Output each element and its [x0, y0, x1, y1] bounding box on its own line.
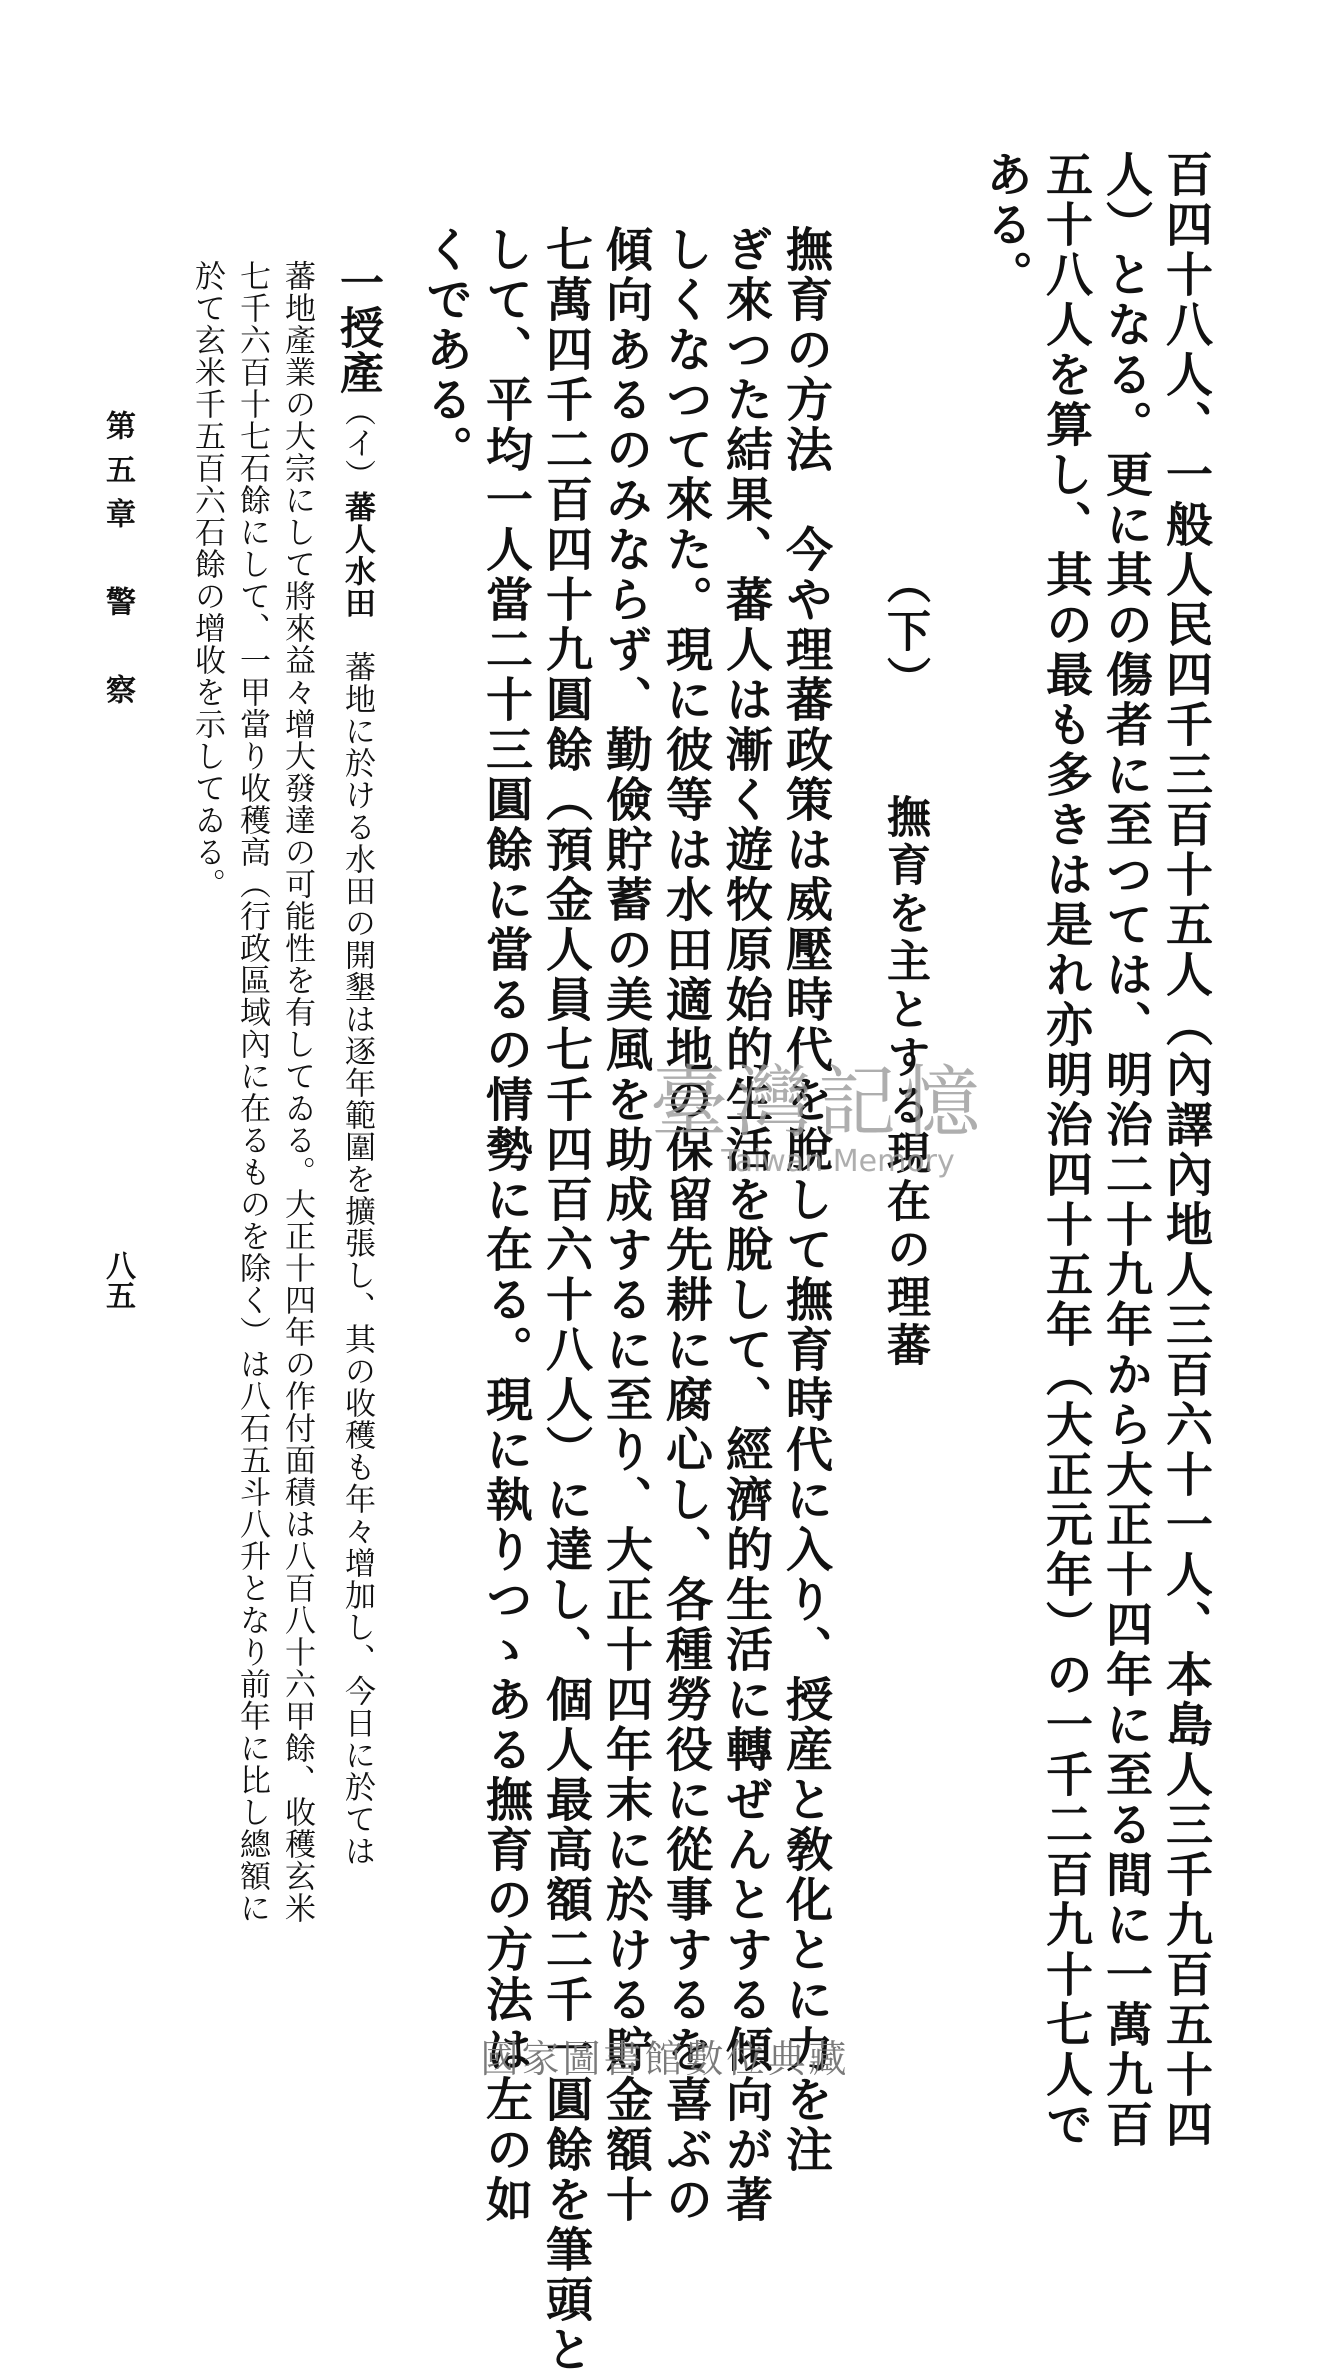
watermark-english: Taiwan Memory: [721, 1144, 955, 1179]
paragraph-heading: 撫育の方法: [778, 225, 833, 475]
item-number: 一: [332, 260, 383, 305]
item-heading: 授產: [332, 305, 383, 395]
text-column: 於て玄米千五百六石餘の增收を示してゐる。: [189, 260, 225, 900]
text-column: [772, 225, 839, 2175]
running-head: 第五章 警 察: [100, 410, 135, 718]
library-footer: 國家圖書館數位典藏: [480, 2037, 850, 2081]
text-column: 百四十八人、一般人民四千三百十五人（內譯內地人三百六十一人、本島人三千九百五十四: [1158, 150, 1213, 2150]
section-heading: [872, 560, 936, 1370]
text-column: ある。: [978, 150, 1033, 300]
text-column: しくなつて來た。現に彼等は水田適地の保留先耕に腐心し、各種勞役に從事するを喜ぶの: [658, 225, 713, 2225]
text-column: くである。: [418, 225, 473, 475]
text-column: 七千六百十七石餘にして、一甲當り收穫高（行政區域內に在るものを除く）は八石五斗八升となり前年に比し總額に: [234, 260, 270, 1924]
text-column: 五十八人を算し、其の最も多きは是れ亦明治四十五年（大正元年）の一千二百九十七人で: [1038, 150, 1093, 2150]
sub-marker: （イ）: [339, 395, 375, 491]
sub-heading: 蕃人水田: [339, 491, 375, 619]
text-column: 蕃地產業の大宗にして將來益々增大發達の可能性を有してゐる。大正十四年の作付面積は八百八十六甲餘、收穫玄米: [279, 260, 315, 1924]
text-column: 七萬四千二百四十九圓餘（預金人員七千四百六十八人）に達し、個人最高額二千一圓餘を筆頭と: [538, 225, 593, 2375]
text-column: 傾向あるのみならず、勤儉貯蓄の美風を助成するに至り、大正十四年末に於ける貯金額十: [598, 225, 653, 2225]
page-number: 八五: [100, 1250, 135, 1310]
watermark-logo-text: 臺灣記憶: [650, 1058, 987, 1148]
text-column: して、平均一人當二十三圓餘に當るの情勢に在る。現に執りつゝある撫育の方法は左の如: [478, 225, 533, 2225]
section-marker: （下）: [879, 560, 930, 704]
text-column: ぎ來つた結果、蕃人は漸く遊牧原始的生活を脫して、經濟的生活に轉ぜんとする傾向が著: [718, 225, 773, 2225]
section-title: 撫育を主とする現在の理蕃: [879, 794, 930, 1370]
text-column: 人）となる。更に其の傷者に至つては、明治二十九年から大正十四年に至る間に一萬九百: [1098, 150, 1153, 2150]
paragraph-text: 今や理蕃政策は威壓時代を脫して撫育時代に入り、授産と敎化とに力を注: [778, 475, 833, 2175]
watermark: [650, 1040, 986, 1179]
paragraph-text: 蕃地に於ける水田の開墾は逐年範圍を擴張し、其の收穫も年々增加し、今日に於ては: [339, 619, 375, 1867]
text-column: [325, 260, 389, 1867]
